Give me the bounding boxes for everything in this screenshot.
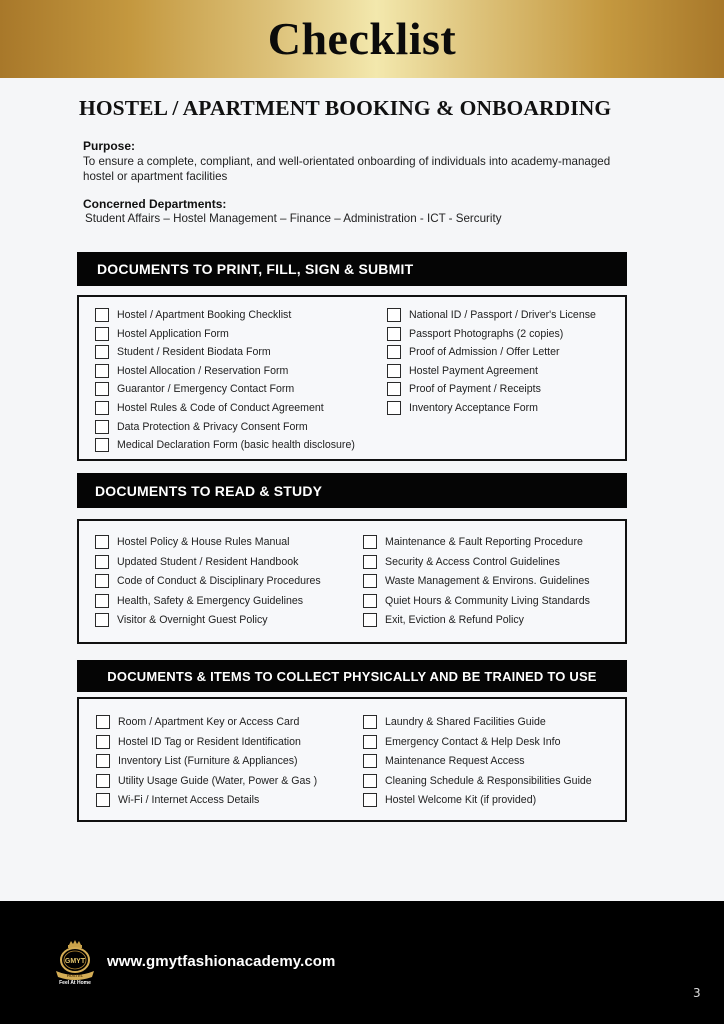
- checklist-item[interactable]: [363, 715, 546, 729]
- section-header-collect-physically: [77, 660, 627, 692]
- checklist-item-label: Maintenance Request Access: [385, 755, 525, 768]
- checklist-item-label: Proof of Payment / Receipts: [409, 383, 541, 396]
- checkbox[interactable]: [387, 382, 401, 396]
- checkbox[interactable]: [95, 308, 109, 322]
- checklist-item-label: Hostel Welcome Kit (if provided): [385, 794, 537, 807]
- checkbox[interactable]: [363, 555, 377, 569]
- gmyt-hostel-logo: [52, 939, 98, 989]
- checklist-item[interactable]: [95, 308, 291, 322]
- checkbox[interactable]: [96, 774, 110, 788]
- checklist-item[interactable]: [96, 793, 259, 807]
- section-header-read-study: [77, 473, 627, 508]
- checklist-item-label: Data Protection & Privacy Consent Form: [117, 420, 308, 433]
- checklist-item[interactable]: [95, 327, 229, 341]
- checklist-item-label: National ID / Passport / Driver's License: [409, 309, 596, 321]
- checklist-item-label: Hostel Application Form: [117, 327, 229, 340]
- checklist-item-label: Hostel / Apartment Booking Checklist: [117, 309, 292, 321]
- checklist-item-label: Laundry & Shared Facilities Guide: [385, 716, 546, 728]
- checklist-item-label: Utility Usage Guide (Water, Power & Gas ): [118, 774, 318, 787]
- checklist-item[interactable]: [387, 364, 538, 378]
- departments-label: Concerned Departments:: [83, 197, 227, 211]
- document-title: HOSTEL / APARTMENT BOOKING & ONBOARDING: [79, 96, 612, 120]
- checklist-item[interactable]: [387, 308, 596, 322]
- section-title: DOCUMENTS TO READ & STUDY: [95, 482, 323, 499]
- checklist-item[interactable]: [387, 345, 560, 359]
- checkbox[interactable]: [96, 754, 110, 768]
- checkbox[interactable]: [95, 420, 109, 434]
- logo-text: GMYT: [64, 958, 86, 965]
- checkbox[interactable]: [95, 535, 109, 549]
- checklist-item-label: Visitor & Overnight Guest Policy: [117, 614, 268, 626]
- checkbox[interactable]: [363, 715, 377, 729]
- purpose-label: Purpose:: [83, 139, 136, 153]
- checklist-item[interactable]: [387, 401, 538, 415]
- checklist-item-label: Hostel ID Tag or Resident Identification: [118, 735, 301, 748]
- checkbox[interactable]: [363, 754, 377, 768]
- checklist-item[interactable]: [387, 327, 563, 341]
- checkbox[interactable]: [95, 345, 109, 359]
- checklist-item-label: Hostel Rules & Code of Conduct Agreement: [117, 402, 324, 414]
- checkbox[interactable]: [95, 574, 109, 588]
- checkbox[interactable]: [95, 555, 109, 569]
- checkbox[interactable]: [387, 364, 401, 378]
- checklist-item[interactable]: [95, 420, 308, 434]
- checkbox[interactable]: [363, 793, 377, 807]
- checklist-item-label: Health, Safety & Emergency Guidelines: [117, 594, 304, 607]
- purpose-text: To ensure a complete, compliant, and well-orientated onboarding of individuals into academy-managed hostel or apartment facilities: [83, 155, 611, 183]
- checkbox[interactable]: [363, 594, 377, 608]
- checkbox[interactable]: [95, 327, 109, 341]
- checklist-item-label: Wi-Fi / Internet Access Details: [118, 794, 260, 807]
- checkbox[interactable]: [363, 774, 377, 788]
- checklist-item[interactable]: [363, 574, 590, 588]
- checkbox[interactable]: [387, 327, 401, 341]
- checklist-item[interactable]: [363, 735, 560, 749]
- checklist-item[interactable]: [363, 754, 525, 768]
- checklist-item-label: Guarantor / Emergency Contact Form: [117, 383, 295, 396]
- checklist-item-label: Security & Access Control Guidelines: [385, 555, 560, 568]
- checkbox[interactable]: [95, 401, 109, 415]
- section-title: DOCUMENTS & ITEMS TO COLLECT PHYSICALLY AND BE TRAINED TO USE: [107, 668, 597, 684]
- header-banner: [0, 0, 724, 78]
- checklist-item-label: Maintenance & Fault Reporting Procedure: [385, 536, 583, 548]
- checklist-item-label: Inventory Acceptance Form: [409, 402, 538, 414]
- checkbox[interactable]: [95, 613, 109, 627]
- checkbox[interactable]: [95, 364, 109, 378]
- checklist-item[interactable]: [95, 574, 321, 588]
- checkbox[interactable]: [387, 401, 401, 415]
- section-title: DOCUMENTS TO PRINT, FILL, SIGN & SUBMIT: [97, 261, 414, 277]
- checklist-item[interactable]: [95, 594, 303, 608]
- checklist-item-label: Passport Photographs (2 copies): [409, 327, 564, 340]
- checkbox[interactable]: [363, 613, 377, 627]
- checklist-box-collect-physically: [77, 697, 627, 822]
- logo-ribbon-text: HOSTEL: [66, 973, 84, 978]
- departments-text: Student Affairs – Hostel Management – Finance – Administration - ICT - Sercurity: [85, 212, 502, 225]
- checklist-item[interactable]: [363, 555, 560, 569]
- checklist-box-print-fill-sign: [77, 295, 627, 461]
- checklist-item[interactable]: [95, 555, 298, 569]
- checklist-item-label: Hostel Policy & House Rules Manual: [117, 536, 290, 548]
- checklist-item-label: Student / Resident Biodata Form: [117, 346, 271, 359]
- logo-tagline: Feel At Home: [59, 980, 91, 986]
- checkbox[interactable]: [387, 308, 401, 322]
- checklist-item[interactable]: [363, 613, 524, 627]
- checklist-box-read-study: [77, 519, 627, 644]
- checklist-item[interactable]: [95, 364, 288, 378]
- checkbox[interactable]: [96, 715, 110, 729]
- checklist-item[interactable]: [95, 345, 271, 359]
- checkbox[interactable]: [96, 735, 110, 749]
- checklist-item-label: Proof of Admission / Offer Letter: [409, 346, 560, 359]
- checklist-item[interactable]: [96, 774, 317, 788]
- checklist-item[interactable]: [96, 735, 301, 749]
- checklist-item[interactable]: [363, 793, 536, 807]
- checklist-item-label: Updated Student / Resident Handbook: [117, 555, 299, 568]
- checkbox[interactable]: [363, 574, 377, 588]
- checklist-item-label: Cleaning Schedule & Responsibilities Guide: [385, 774, 592, 787]
- checklist-item-label: Hostel Allocation / Reservation Form: [117, 364, 289, 377]
- checklist-item[interactable]: [95, 535, 290, 549]
- footer: [0, 901, 724, 1024]
- checklist-item[interactable]: [96, 754, 298, 768]
- checkbox[interactable]: [95, 438, 109, 452]
- checkbox[interactable]: [95, 594, 109, 608]
- checkbox[interactable]: [363, 535, 377, 549]
- checkbox[interactable]: [95, 382, 109, 396]
- checklist-item[interactable]: [363, 594, 590, 608]
- checklist-item-label: Inventory List (Furniture & Appliances): [118, 755, 298, 768]
- checkbox[interactable]: [363, 735, 377, 749]
- website-link[interactable]: www.gmytfashionacademy.com: [107, 953, 336, 970]
- banner-title: Checklist: [267, 12, 457, 64]
- checklist-item[interactable]: [95, 438, 355, 452]
- checklist-item[interactable]: [95, 401, 324, 415]
- checklist-item[interactable]: [96, 715, 299, 729]
- checklist-item[interactable]: [363, 774, 592, 788]
- checklist-item[interactable]: [95, 613, 268, 627]
- checklist-item[interactable]: [95, 382, 294, 396]
- checkbox[interactable]: [96, 793, 110, 807]
- checklist-item[interactable]: [387, 382, 541, 396]
- page-number: 3: [693, 986, 701, 1000]
- checklist-item-label: Quiet Hours & Community Living Standards: [385, 594, 590, 607]
- checklist-item[interactable]: [363, 535, 583, 549]
- checklist-item-label: Hostel Payment Agreement: [409, 364, 538, 377]
- checkbox[interactable]: [387, 345, 401, 359]
- checklist-item-label: Code of Conduct & Disciplinary Procedures: [117, 575, 321, 587]
- checklist-item-label: Medical Declaration Form (basic health disclosure): [117, 439, 355, 452]
- checklist-item-label: Waste Management & Environs. Guidelines: [385, 575, 590, 587]
- checklist-item-label: Room / Apartment Key or Access Card: [118, 716, 300, 728]
- checklist-item-label: Emergency Contact & Help Desk Info: [385, 735, 561, 748]
- checklist-item-label: Exit, Eviction & Refund Policy: [385, 614, 524, 626]
- section-header-print-fill-sign: [77, 252, 627, 286]
